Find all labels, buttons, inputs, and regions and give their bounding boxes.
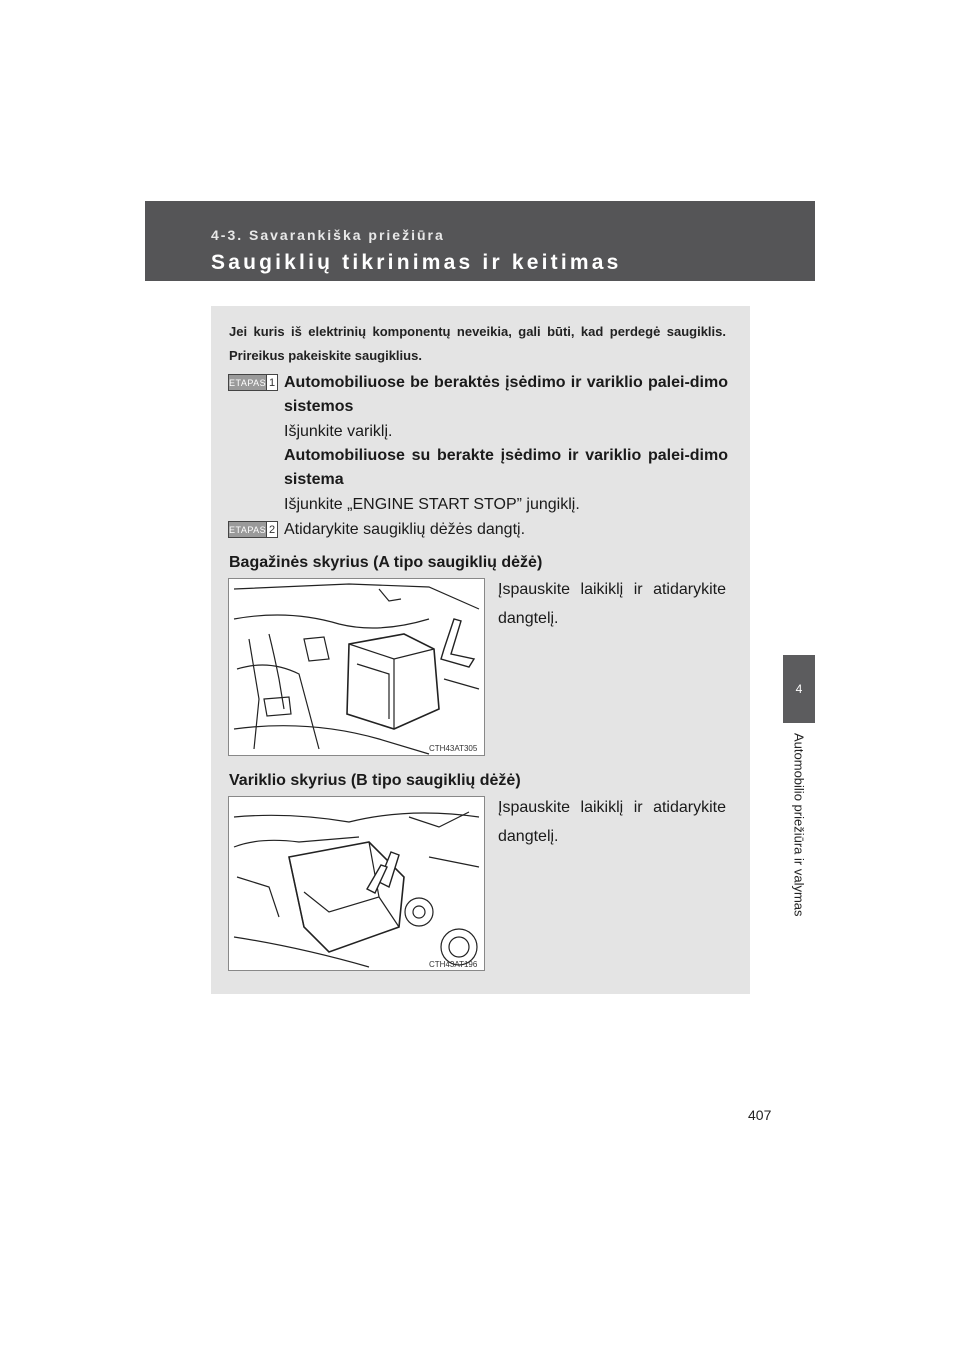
section-a-heading: Bagažinės skyrius (A tipo saugiklių dėžė) [229,554,543,571]
step-badge-number: 2 [266,522,277,537]
step-badge-number: 1 [266,375,277,390]
intro-text: Jei kuris iš elektrinių komponentų neveikia, gali būti, kad perdegė saugiklis. Prireikus pakeiskite saugiklius. [229,324,726,363]
image-code: CTH43AT305 [429,744,478,753]
chapter-tab: 4 [783,655,815,723]
section-b-heading: Variklio skyrius (B tipo saugiklių dėžė) [229,772,521,789]
trunk-fuse-box-illustration [228,578,485,756]
image-code: CTH43AT196 [429,960,478,969]
step-badge-label: ETAPAS [229,375,266,390]
section-b-caption: Įspauskite laikiklį ir atidarykite dangtelį. [498,799,726,845]
section-label: 4-3. Savarankiška priežiūra [211,227,445,243]
step-badge-label: ETAPAS [229,522,266,537]
engine-fuse-box-drawing [229,797,485,971]
chapter-side-title: Automobilio priežiūra ir valymas [791,733,807,917]
trunk-fuse-box-drawing [229,579,485,756]
step-2-badge [228,521,278,538]
step-1-text-a: Išjunkite variklį. [284,423,393,440]
section-a-caption: Įspauskite laikiklį ir atidarykite dangtelį. [498,581,726,627]
step-1-heading-a: Automobiliuose be beraktės įsėdimo ir variklio palei-dimo sistemos [284,374,728,415]
engine-fuse-box-illustration [228,796,485,971]
step-1-text-b: Išjunkite „ENGINE START STOP” jungiklį. [284,496,580,513]
step-1-badge [228,374,278,391]
step-1-heading-b: Automobiliuose su berakte įsėdimo ir variklio palei-dimo sistema [284,447,728,488]
page-title: Saugiklių tikrinimas ir keitimas [211,251,622,274]
step-2-text: Atidarykite saugiklių dėžės dangtį. [284,521,526,538]
chapter-header [145,201,815,281]
page-number: 407 [748,1107,772,1123]
